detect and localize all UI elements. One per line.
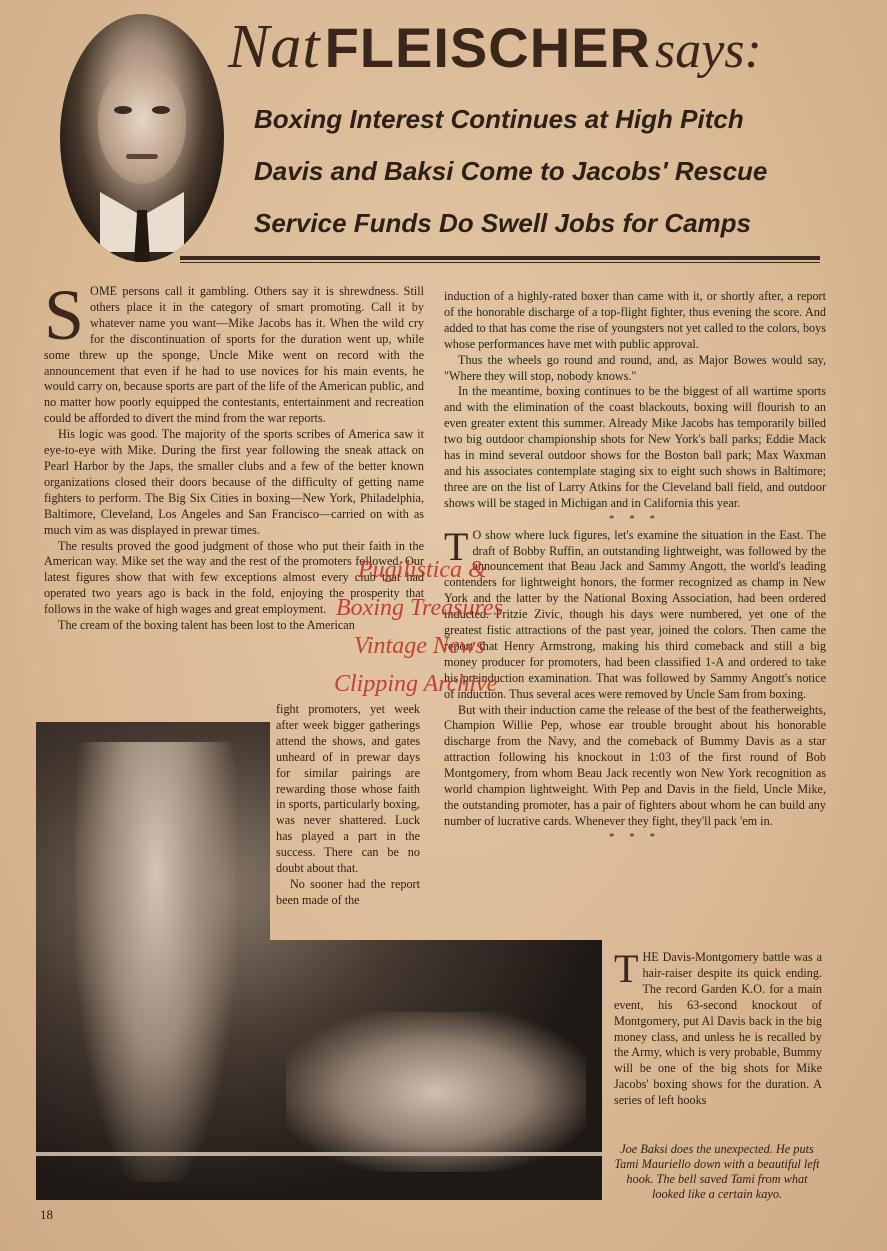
header-rule-thin	[180, 262, 820, 263]
ring-ropes	[36, 1152, 602, 1156]
portrait-left-eye	[114, 106, 132, 114]
watermark-line-1: Pugilistica &	[358, 557, 487, 583]
page-number: 18	[40, 1207, 53, 1222]
col2-paragraph-6: HE Davis-Montgomery battle was a hair-raiser despite its quick ending. The record Garden K.O. for a main event, his 63-second knockout of Montgomery, put Al Davis back in the big money class, and unless he is recalled by the Army, which is very probable, Bummy will be one of the big shots for Mike Jacobs' boxing shows for the duration. A series of left hooks	[614, 950, 822, 1108]
photo-caption: Joe Baksi does the unexpected. He puts Tami Mauriello down with a beautiful left hook. The bell saved Tami from what looked like a certain kayo.	[614, 1142, 820, 1201]
title-fleischer: FLEISCHER	[324, 16, 651, 79]
headline-3: Service Funds Do Swell Jobs for Camps	[254, 208, 752, 238]
watermark-line-2: Boxing Treasures	[336, 595, 503, 621]
watermark-line-4: Clipping Archive	[334, 671, 498, 697]
article-column-right	[444, 289, 826, 846]
article-column-left-narrow	[276, 702, 420, 909]
header-rule	[180, 256, 820, 260]
col1-paragraph-4: The cream of the boxing talent has been lost to the American	[58, 618, 355, 633]
title-says: says:	[654, 22, 762, 79]
col1-paragraph-2: His logic was good. The majority of the sports scribes of America saw it eye-to-eye with Mike. During the first year following the sneak attack on Pearl Harbor by the Japs, the smaller clubs and a few of the better known organizations closed their doors because of the difficulty of getting name fighters to perform. The Big Six Cities in boxing—New York, Philadelphia, Baltimore, Cleveland, Los Angeles and San Francisco—carried on with as much vim as was displayed in prewar times.	[44, 427, 424, 537]
col1-paragraph-5: No sooner had the report been made of the	[276, 876, 420, 907]
article-column-right-narrow	[614, 946, 822, 1109]
col2-paragraph-5: But with their induction came the release of the best of the featherweights, Champion Willie Pep, whose ear trouble brought about his honorable discharge from the Navy, and the comeback of Bummy Davis as a star attraction following his knockout in 1:03 of the first round of Bob Montgomery, from whom Beau Jack recently won New York recognition as world champion lightweight. With Pep and Davis in the field, Uncle Mike, the outstanding promoter, has a pair of fighters about whom he can build any number of lucrative cards. Whenever they fight, they'll pack 'em in.	[444, 702, 826, 828]
col2-paragraph-4: O show where luck figures, let's examine the situation in the East. The draft of Bobby Ruffin, an outstanding lightweight, was followed by the announcement that Beau Jack and Sammy Angott, the world's leading contenders for lightweight honors, the former recognized as champ in New York and the latter by the National Boxing Association, had been ordered inducted. Fritzie Zivic, though his days were numbered, yet one of the greatest fistic attractions of the past year, joined the colors. Then came the report that Henry Armstrong, making his third comeback and still a big money producer for promoters, had been classified 1-A and ordered to take his preinduction examination. That was followed by Sammy Angott's notice of induction. Thus several aces were removed by Uncle Sam from boxing.	[444, 527, 826, 701]
knocked-down-boxer	[286, 1012, 586, 1172]
drop-cap-t: T	[444, 523, 469, 569]
drop-cap-t-2: T	[614, 946, 639, 991]
col1-paragraph-3: The results proved the good judgment of those who put their faith in the American way. Mike set the way and the rest of the promoters followed. Our latest figures show that with few exceptions almost every club that had operated two years ago is back in the fold, enjoying the prosperity that follows in the wake of high wages and great employment.	[44, 538, 424, 617]
section-divider: * * *	[609, 512, 661, 525]
watermark-line-3: Vintage News	[354, 633, 485, 659]
col2-paragraph-1: induction of a highly-rated boxer than came with it, or shortly after, a report of the honorable discharge of a top-flight fighter, thus evening the score. And added to that has come the rise of youngsters not yet called to the colors, boys whose performances have met with public approval.	[444, 289, 826, 351]
col2-paragraph-2: Thus the wheels go round and round, and, as Major Bowes would say, "Where they will stop, nobody knows."	[444, 352, 826, 383]
col1-paragraph-1: OME persons call it gambling. Others say it is shrewdness. Still others place it in the category of smart promoting. Call it by whatever name you want—Mike Jacobs has it. When the wild cry for the discontinuation of sports for the duration went up, while some threw up the sponge, Uncle Mike went on record with the announcement that even if he had to use novices for his main events, he would carry on, because sports are part of the life of the American public, and no matter how poorly equipped the contestants, entertainment and recreation could be afforded to divert the mind from the war reports.	[44, 284, 424, 426]
portrait-mouth	[126, 154, 158, 159]
portrait-face	[98, 66, 186, 184]
portrait-right-eye	[152, 106, 170, 114]
section-divider-2: * * *	[609, 830, 661, 843]
title-nat: Nat	[228, 13, 321, 81]
col2-paragraph-3: In the meantime, boxing continues to be the biggest of all wartime sports and with the elimination of the coast blackouts, boxing will flourish to an even greater extent this summer. Already Mike Jacobs has temporarily billed two big outdoor championship shots for New York's ball parks; Eddie Mack has in mind several outdoor shows for the Boston ball park; Max Waxman and his associates contemplate staging six to eight such shows in Baltimore; three are on the list of Larry Atkins for the Cleveland ball field, and outdoor shows will be staged in Michigan and in California this year.	[444, 384, 826, 510]
headline-1: Boxing Interest Continues at High Pitch	[254, 104, 744, 134]
standing-boxer	[76, 742, 236, 1182]
col1-paragraph-4-cont: fight promoters, yet week after week bigger gatherings attend the shows, and gates unheard of in prewar days for similar pairings are rewarding those whose faith in sports, particularly boxing, was never shattered. Luck has played a part in the success. There can be no doubt about that.	[276, 702, 420, 876]
drop-cap-s: S	[44, 275, 85, 355]
headline-2: Davis and Baksi Come to Jacobs' Rescue	[254, 156, 768, 186]
author-portrait	[60, 14, 224, 262]
column-title	[228, 12, 828, 92]
